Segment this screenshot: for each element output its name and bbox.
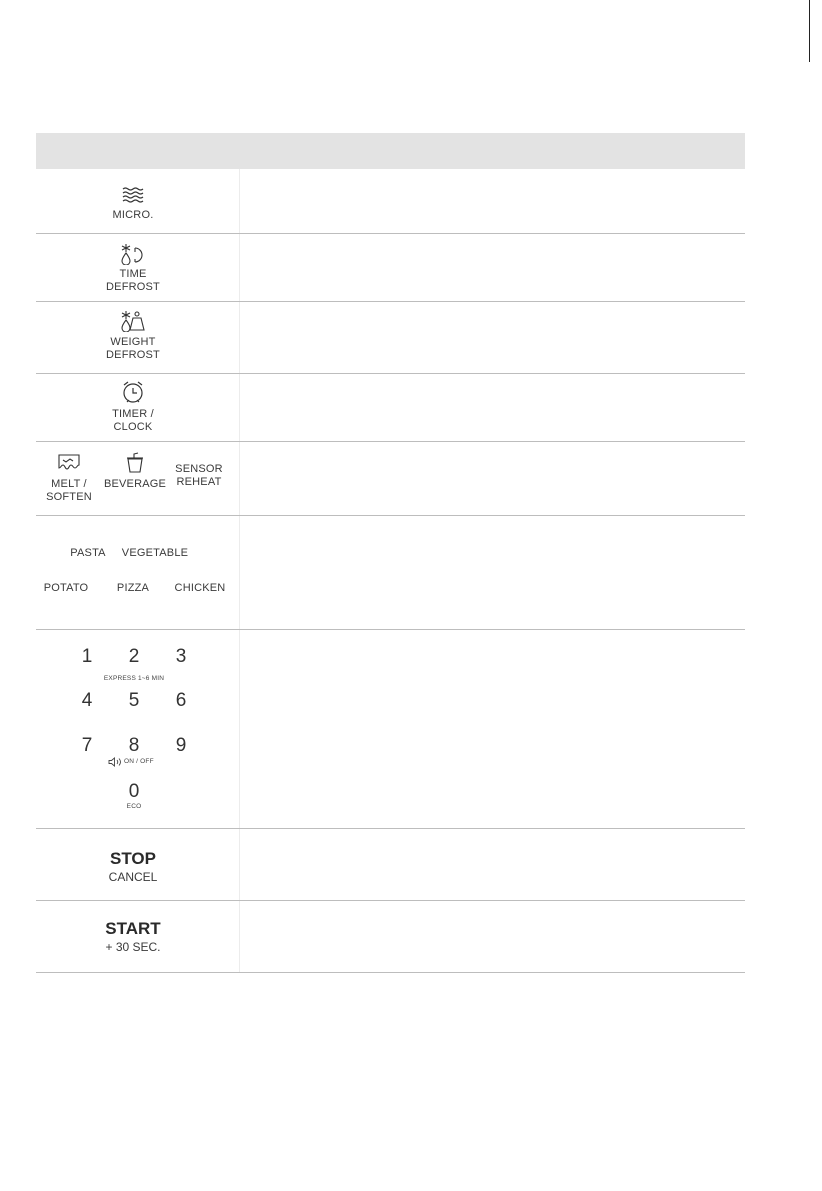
chicken-button[interactable]: CHICKEN [174,582,226,594]
weight-defrost-icon[interactable] [120,310,146,332]
key-8[interactable]: 8 [128,735,140,756]
key-9[interactable]: 9 [175,735,187,756]
key-7[interactable]: 7 [81,735,93,756]
row-presets [36,516,745,630]
weight-defrost-label: WEIGHT DEFROST [106,336,160,361]
beverage-label: BEVERAGE [103,478,167,490]
pizza-button[interactable]: PIZZA [116,582,150,594]
timer-clock-label: TIMER / CLOCK [112,408,154,433]
start-button[interactable]: START [105,919,161,938]
alarm-clock-icon[interactable] [121,380,145,404]
melt-soften-icon[interactable] [57,453,81,473]
row-micro [36,169,745,234]
row-time-defrost [36,234,745,302]
row-sensor [36,442,745,516]
row-weight-defrost [36,302,745,374]
stop-button[interactable]: STOP [110,849,156,868]
row-keypad [36,630,745,829]
melt-soften-label: MELT / SOFTEN [46,478,92,503]
key-1[interactable]: 1 [81,646,93,667]
row-timer-clock [36,374,745,442]
cancel-label: CANCEL [108,870,158,884]
key-2[interactable]: 2 [128,646,140,667]
sensor-reheat-label[interactable]: SENSOR REHEAT [175,463,223,488]
row-stop [36,829,745,901]
express-label: EXPRESS 1~6 MIN [103,675,165,682]
time-defrost-icon[interactable] [120,243,146,265]
row-start [36,901,745,973]
key-6[interactable]: 6 [175,690,187,711]
key-4[interactable]: 4 [81,690,93,711]
microwave-waves-icon[interactable] [122,187,144,203]
vegetable-button[interactable]: VEGETABLE [121,547,189,559]
micro-label: MICRO. [112,209,154,221]
time-defrost-label: TIME DEFROST [106,268,160,293]
key-0[interactable]: 0 [128,781,140,802]
eco-label: ECO [126,803,142,810]
key-3[interactable]: 3 [175,646,187,667]
pasta-button[interactable]: PASTA [70,547,106,559]
plus-30-sec-label: + 30 SEC. [105,940,161,954]
page-corner-mark [809,0,810,62]
control-panel-table [36,133,745,973]
sound-on-off-label: ON / OFF [124,758,154,765]
potato-button[interactable]: POTATO [43,582,89,594]
key-5[interactable]: 5 [128,690,140,711]
speaker-icon [108,757,122,767]
table-header-bar [36,133,745,169]
beverage-cup-icon[interactable] [125,452,145,474]
